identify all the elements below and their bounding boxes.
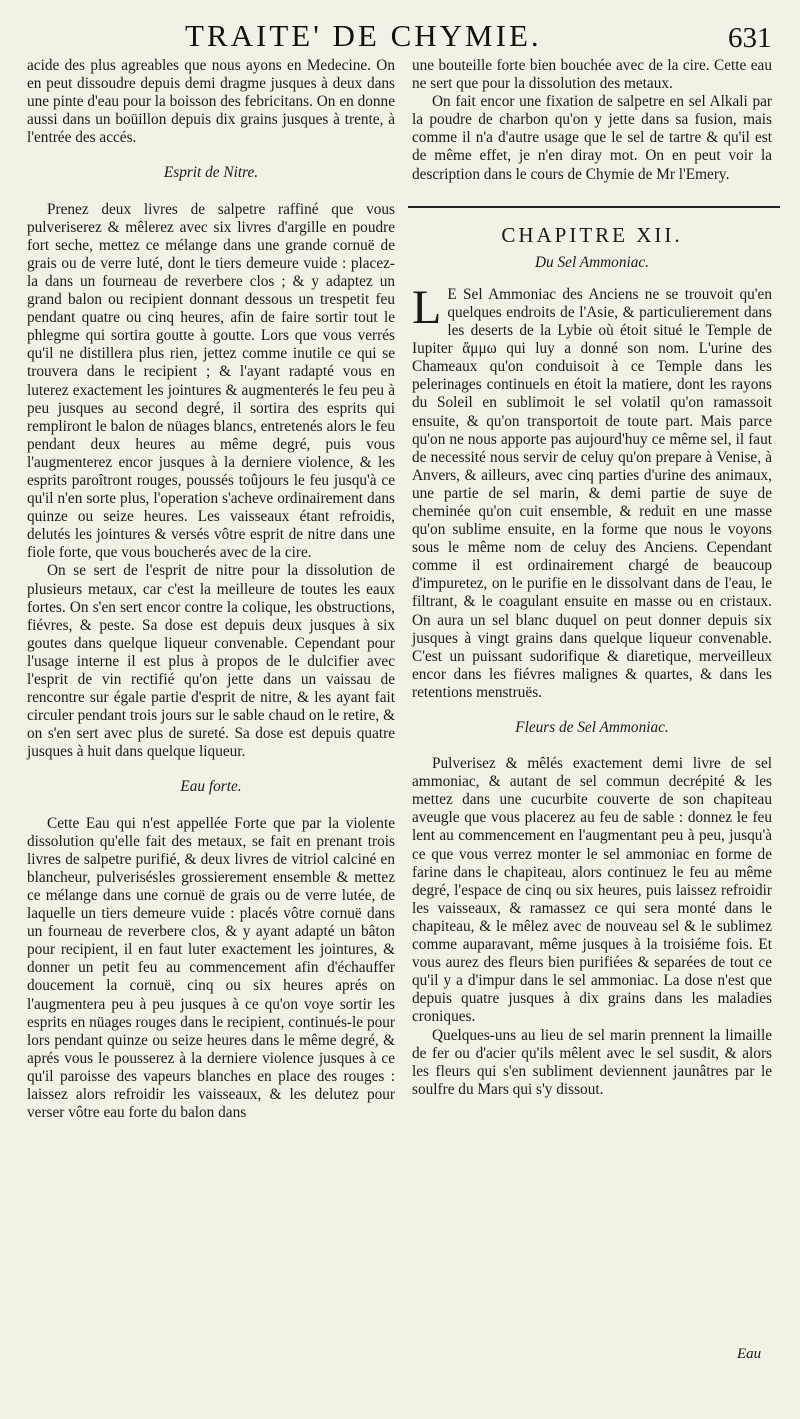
drop-cap: L <box>412 280 442 334</box>
running-title: TRAITE' DE CHYMIE. <box>185 18 542 53</box>
paragraph: Pulverisez & mêlés exactement demi livre de sel ammoniac, & autant de sel commun decrépité & les mettez dans une cucurbite couverte de son chapiteau aveugle que vous placerez au feu de sable : donnez le feu lent au commencement en l'augmentant peu à peu, jusqu'à ce que vous verrez monter le sel ammoniac en forme de farine dans le chapiteau, alors continuez le feu au même degré, l'espace de cinq ou six heures, puis laissez refroidir les vaisseaux, & ramassez ce qui sera monté dans le chapiteau, & le mêlez avec de nouveau sel & le sublimez comme auparavant, même jusques à la troisiéme fois. Et vous aurez des fleurs bien purifiées & separées de tout ce qu'il y a d'impur dans le sel ammoniac. La dose n'est que depuis quatre jusques à dix grains dans les maladies croniques. <box>412 755 772 1026</box>
paragraph-with-dropcap <box>412 280 772 702</box>
page-header <box>0 8 800 58</box>
paragraph: Quelques-uns au lieu de sel marin prennent la limaille de fer ou d'acier qu'ils mêlent avec le sel susdit, & alors les fleurs qui s'en subliment deviennent jaunâtres par le soulfre du Mars qui s'y dissout. <box>412 1026 772 1098</box>
section-heading-esprit-de-nitre: Esprit de Nitre. <box>163 164 259 182</box>
chapter-subtitle: Du Sel Ammoniac. <box>534 253 649 271</box>
paragraph: acide des plus agreables que nous ayons en Medecine. On en peut dissoudre depuis demi dragme jusques à deux dans une pinte d'eau pour la boisson des febricitans. On en donne aussi dans un boüillon depuis dix grains jusques à trente, à l'entrée des accés. <box>27 57 395 147</box>
chapter-divider <box>408 206 780 208</box>
section-heading-eau-forte: Eau forte. <box>180 778 242 796</box>
right-column <box>412 57 772 1099</box>
section-heading-fleurs: Fleurs de Sel Ammoniac. <box>515 719 669 736</box>
paragraph: On se sert de l'esprit de nitre pour la dissolution de plusieurs metaux, car c'est la meilleure de toutes les eaux fortes. On s'en sert encor contre la colique, les obstructions, fiévres, & peste. Sa dose est depuis deux jusques à six goutes dans quelque liqueur convenable. Cependant pour l'usage interne il est plus à propos de le dulcifier avec l'esprit de vin rectifié qu'on jette dans un vaissau de rencontre sur égale partie d'esprit de nitre, & les ayant fait circuler pendant trois jours sur le sable chaud on le retire, & on s'en sert avec plus de sureté. Sa dose est depuis quatre jusques à huit dans quelque liqueur. <box>27 562 395 761</box>
paragraph: Prenez deux livres de salpetre raffiné que vous pulveriserez & mêlerez avec six livres d'argille en poudre fort seche, mettez ce mélange dans une grande cornuë de grais ou de verre luté, dont le tiers demeure vuide : placez-la dans un fourneau de reverbere clos ; & y adaptez un grand balon ou recipient donnant dessous un trespetit feu pendant quatre ou cinq heures, afin de faire sortir tout le phlegme qui sortira goutte à goutte. Lors que vous verrés qu'il ne distillera plus rien, jettez comme inutile ce qui se trouvera dans le recipient ; & l'ayant radapté vous en luterez exactement les jointures & augmenterés le feu peu à peu jusques au second degré, il sortira des esprits qui rempliront le balon de nüages blancs, entretenés alors le feu pendant deux heures au même degré, puis vous l'augmenterez encor jusques à la derniere violence, & les esprits paroîtront rouges, poussés toûjours le feu jusqu'à ce qu'il n'en sorte plus, l'operation s'acheve ordinairement dans quinze ou seize heures. Les vaisseaux étant refroidis, delutés les jointures & versés vôtre esprit de nitre dans une fiole forte, que vous boucherés avec de la cire. <box>27 200 395 562</box>
left-column <box>27 57 395 1122</box>
paragraph: Cette Eau qui n'est appellée Forte que par la violente dissolution qu'elle fait des metaux, se fait en prenant trois livres de salpetre purifié, & deux livres de vitriol calciné en blancheur, pulverisésles grossierement ensemble & mettez ce mélange dans une cornuë de grais ou de verre lutée, de laquelle un tiers demeure vuide : placés vôtre cornuë dans un fourneau de reverbere clos, & y ayant adapté un bâton pour recipient, il en faut luter exactement les jointures, & donner un petit feu au commencement afin d'échauffer doucement la cornuë, cinq ou six heures aprés on l'augmentera peu à peu jusques à ce qu'on voye sortir les esprits en nüages rouges dans le recipient, continués-le pour lors pendant quinze ou seize heures dans le même degré, & aprés vous le pousserez à la derniere violence jusques à ce qu'il paroisse des vapeurs blanches en place des rouges : laissez alors refroidir les vaisseaux, & les delutez pour verser vôtre eau forte du balon dans <box>27 814 395 1122</box>
chapter-title: CHAPITRE XII. <box>501 222 683 247</box>
paragraph-text: E Sel Ammoniac des Anciens ne se trouvoit qu'en quelques endroits de l'Asie, & particulierement dans les deserts de la Lybie où étoit situé le Temple de Iupiter ἄμμω qui luy a donné son nom. L'urine des Chameaux qu'on conduisoit à ce Temple dans les pelerinages continuels en étoit la matiere, dont les rayons du Soleil en sublimoit le sel volatil qu'on ramassoit ensuite, & qu'on transportoit de toute part. Mais parce qu'on ne nous apporte pas aujourd'huy ce même sel, il faut de necessité nous servir de celuy qu'on prepare à Venise, à Anvers, & ailleurs, avec cinq parties d'urine des animaux, une partie de sel marin, & demi partie de suye de cheminée qu'on cuit ensemble, & reduit en une masse qu'on sublime ensuite, en la forme que nous le voyons sous le même nom de celuy des Anciens. Cependant comme il est ordinairement chargé de beaucoup d'impuretez, on le purifie en le dissolvant dans de l'eau, le filtrant, & le coagulant ensuite en masse ou en cristaux. On aura un sel blanc duquel on peut donner depuis six jusques à vingt grains dans quelque liqueur convenable. C'est un puissant sudorifique & diaretique, merveilleux encor dans les fiévres malignes & quartes, & dans les retentions menstruës. <box>412 285 772 701</box>
paragraph: une bouteille forte bien bouchée avec de la cire. Cette eau ne sert que pour la dissolution des metaux. <box>412 57 772 93</box>
paragraph: On fait encor une fixation de salpetre en sel Alkali par la poudre de charbon qu'on y jette dans sa fusion, mais comme il n'a d'autre usage que le sel de tartre & qu'il est de même effet, je n'en diray mot. On en peut voir la description dans le cours de Chymie de Mr l'Emery. <box>412 93 772 183</box>
page-number: 631 <box>728 22 772 54</box>
catchword: Eau <box>737 1346 762 1362</box>
